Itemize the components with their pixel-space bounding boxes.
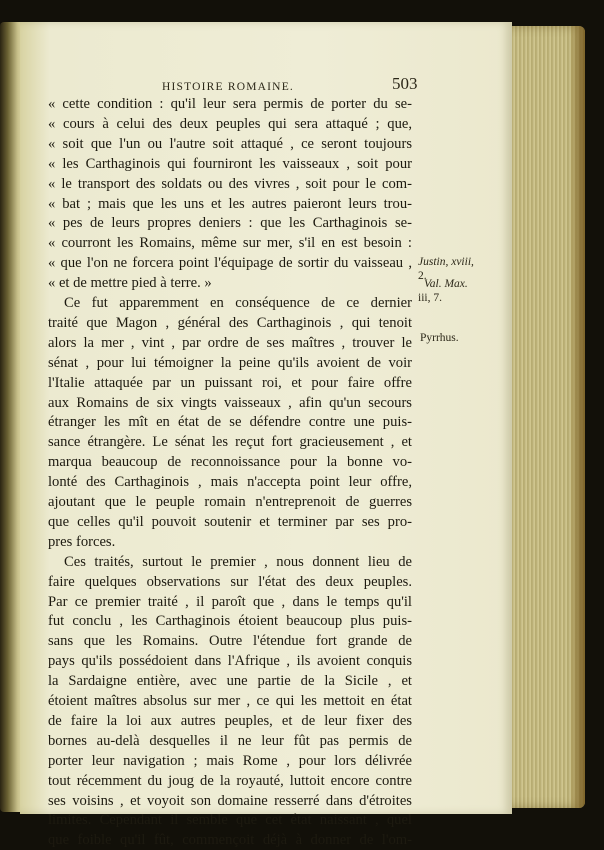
margin-note: Val. Max. (424, 278, 468, 290)
text-line: « bat ; mais que les uns et les autres paieront leurs trou- (48, 195, 412, 212)
text-line: « et de mettre pied à terre. » (48, 275, 212, 292)
text-line: Ce fut apparemment en conséquence de ce dernier (64, 295, 412, 311)
text-line: étranger les mît en état de se défendre contre une puis- (48, 414, 412, 431)
text-line: ajoutant que le peuple romain n'entreprenoit de guerres (48, 494, 412, 510)
text-line: marqua beaucoup de reconnoissance pour la bonne vo- (48, 454, 412, 471)
text-line: « que l'on ne forcera point l'équipage de sortir du vaisseau , (48, 255, 412, 272)
text-line: « courront les Romains, même sur mer, s'il en est besoin : (48, 235, 412, 252)
page-number: 503 (392, 74, 418, 93)
text-line: faire quelques observations sur l'état des deux peuples. (48, 573, 412, 590)
text-line: que celles qu'il pouvoit soutenir et terminer par ses pro- (48, 513, 412, 530)
text-line: Par ce premier traité , il paroît que , dans le temps qu'il (48, 593, 412, 610)
text-line: Ces traités, surtout le premier , nous donnent lieu de (64, 553, 412, 570)
text-line: porter leur navigation ; mais Rome , pour lors délivrée (48, 752, 412, 769)
text-line: fut conclu , les Carthaginois étoient beaucoup plus puis- (48, 613, 412, 630)
text-line: sans que les Romains. Outre l'étendue fort grande de (48, 633, 412, 650)
text-line: « le transport des soldats ou des vivres , soit pour le com- (48, 175, 412, 192)
running-head: HISTOIRE ROMAINE. (162, 81, 294, 93)
margin-note: 2. (418, 270, 427, 282)
text-line: alors la mer , vint , par ordre de ses maîtres , trouver le (48, 334, 412, 351)
text-line: « cette condition : qu'il leur sera permis de porter du se- (48, 96, 412, 112)
left-page-edge (0, 22, 22, 812)
text-line: étoient maîtres absolus sur mer , ce qui les mettoit en état (48, 693, 412, 709)
margin-note: iii, 7. (418, 292, 442, 304)
text-line: que foible qu'il fût, commençoit déjà à donner de l'om- (48, 832, 412, 849)
text-line: la Sardaigne entière, avec une partie de la Sicile , et (48, 673, 412, 690)
text-line: « cours à celui des deux peuples qui sera attaqué ; que, (48, 115, 412, 132)
text-line: ses voisins , et voyoit son domaine resserré dans d'étroites (48, 792, 412, 809)
text-line: de faire la loi aux autres peuples, et de leur fixer des (48, 712, 412, 729)
text-line: lonté des Carthaginois , mais n'accepta point leur offre, (48, 474, 412, 491)
text-line: pres forces. (48, 533, 116, 550)
text-line: aux Romains de six vingts vaisseaux , afin qu'un secours (48, 394, 412, 411)
text-line: sance étrangère. Le sénat les reçut fort gracieusement , et (48, 434, 412, 451)
page-edges (505, 26, 585, 808)
text-line: « les Carthaginois qui fourniront les vaisseaux , soit pour (48, 155, 412, 172)
text-line: traité que Magon , général des Carthaginois , qui tenoit (48, 314, 412, 331)
text-line: « pes de leurs propres deniers : que les Carthaginois se- (48, 215, 412, 232)
margin-note: Justin, xviii, (418, 256, 474, 268)
text-line: « soit que l'un ou l'autre soit attaqué , ce seront toujours (48, 135, 412, 152)
text-line: tout récemment du joug de la royauté, luttoit encore contre (48, 772, 412, 789)
margin-note: Pyrrhus. (420, 332, 459, 344)
text-line: limites. Cependant il semble que cet état naissant , quel (48, 812, 412, 829)
text-line: sénat , pour lui témoigner la peine qu'ils avoient de voir (48, 354, 412, 371)
text-line: l'Italie attaquée par un puissant roi, et pour faire offre (48, 374, 412, 391)
text-line: bornes au-delà desquelles il ne leur fût pas permis de (48, 732, 412, 749)
text-line: pays qu'ils possédoient dans l'Afrique , ils avoient conquis (48, 653, 412, 670)
